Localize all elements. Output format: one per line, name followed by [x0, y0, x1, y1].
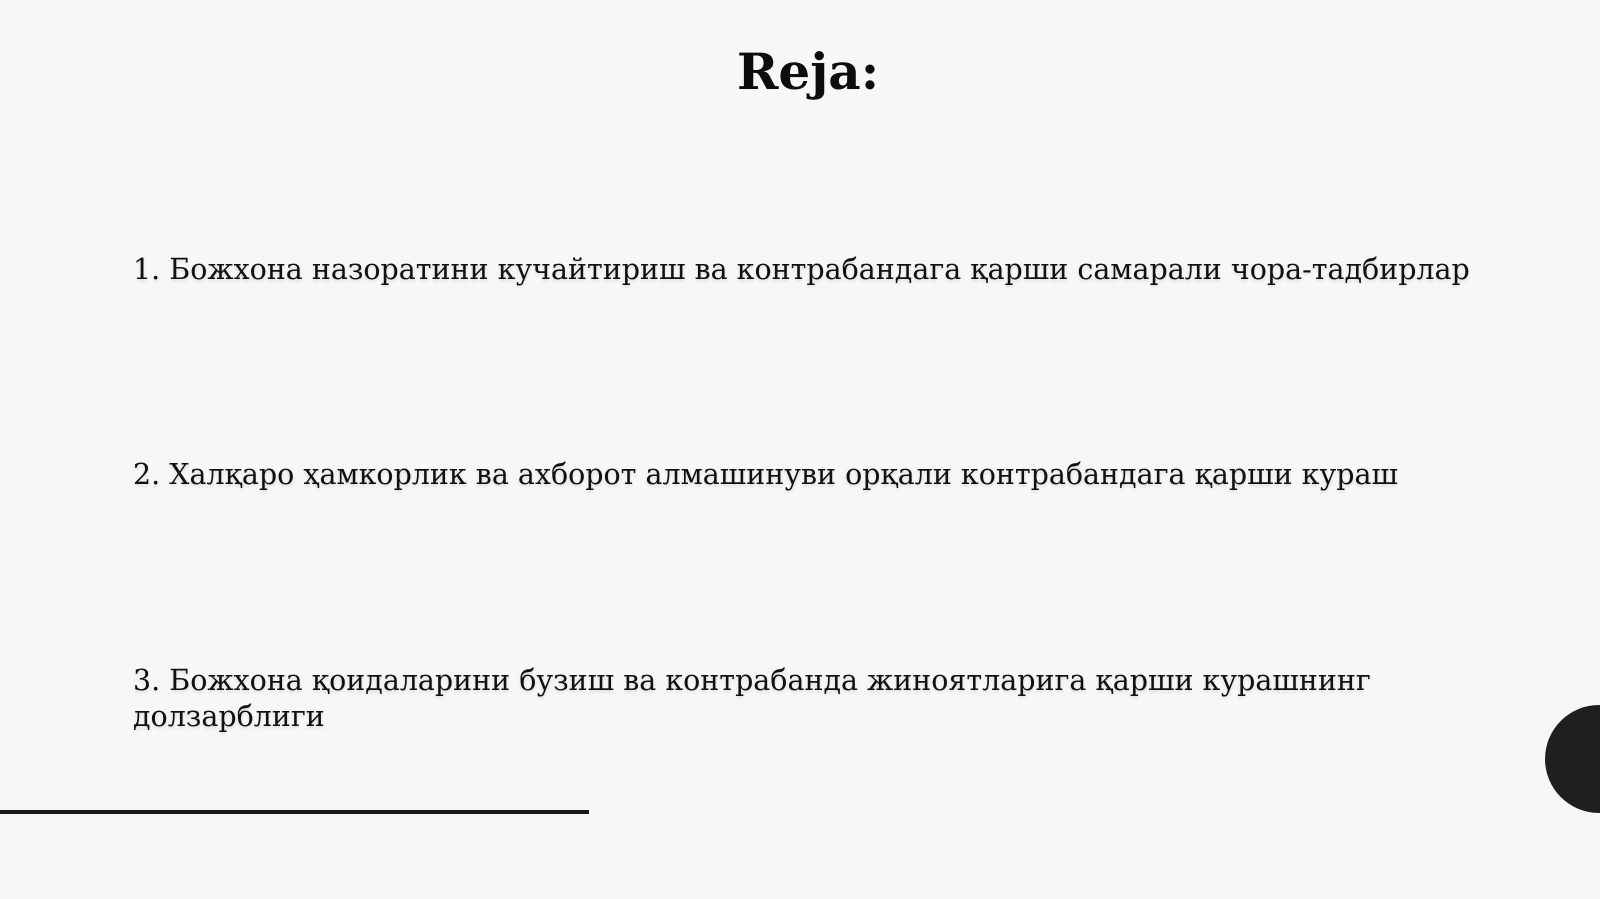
plan-item-2-text: Халқаро ҳамкорлик ва ахборот алмашинуви орқали контрабандага қарши кураш	[169, 458, 1398, 491]
plan-item-1	[133, 252, 1513, 288]
plan-item-3-text: Божхона қоидаларини бузиш ва контрабанда жиноятларига қарши курашнинг долзарблиги	[133, 664, 1371, 733]
decorative-underline	[0, 810, 589, 814]
plan-item-1-text: Божхона назоратини кучайтириш ва контрабандага қарши самарали чора-тадбирлар	[169, 253, 1470, 286]
decorative-half-circle	[1545, 705, 1600, 813]
plan-item-2-number: 2.	[133, 458, 161, 491]
plan-item-3-number: 3.	[133, 664, 161, 697]
plan-item-1-number: 1.	[133, 253, 161, 286]
plan-item-3	[133, 663, 1433, 735]
slide-title: Reja:	[736, 42, 880, 101]
plan-item-2	[133, 457, 1513, 493]
